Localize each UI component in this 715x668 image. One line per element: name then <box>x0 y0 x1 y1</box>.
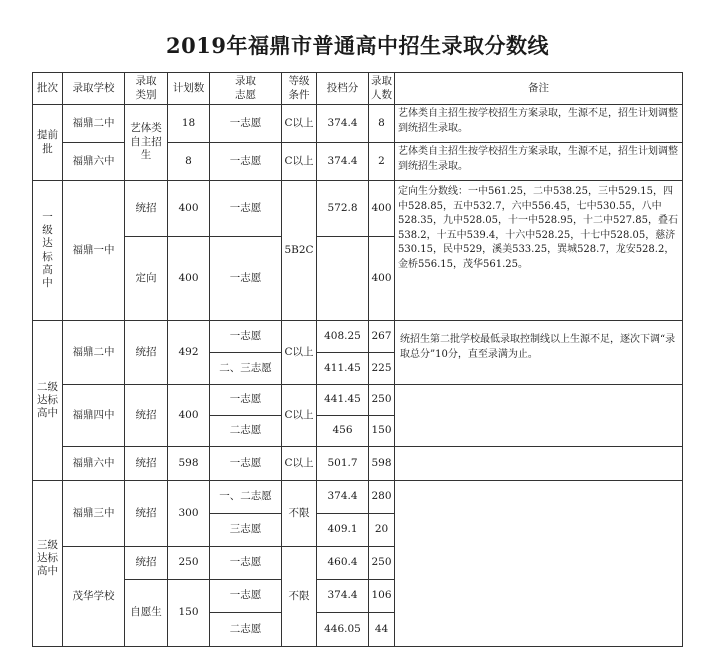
header-batch: 批次 <box>33 73 63 105</box>
header-score: 投档分 <box>317 73 369 105</box>
choice-cell: 三志愿 <box>210 514 282 547</box>
score-cell: 374.4 <box>317 481 369 514</box>
table-row <box>33 105 683 143</box>
score-cell: 456 <box>317 416 369 447</box>
plan-cell: 18 <box>168 105 210 143</box>
count-cell: 250 <box>369 385 395 416</box>
category-cell: 统招 <box>125 481 168 547</box>
school-cell: 福鼎六中 <box>63 447 125 481</box>
header-grade: 等级条件 <box>282 73 317 105</box>
note-cell: 艺体类自主招生按学校招生方案录取，生源不足，招生计划调整到统招生录取。 <box>395 143 683 181</box>
table-row <box>33 481 683 514</box>
score-cell: 409.1 <box>317 514 369 547</box>
count-cell: 8 <box>369 105 395 143</box>
note-cell: 艺体类自主招生按学校招生方案录取，生源不足，招生计划调整到统招生录取。 <box>395 105 683 143</box>
batch-cell: 一级达标高中 <box>33 181 63 321</box>
school-cell: 福鼎六中 <box>63 143 125 181</box>
score-cell: 446.05 <box>317 613 369 647</box>
plan-cell: 492 <box>168 321 210 385</box>
header-choice: 录取志愿 <box>210 73 282 105</box>
note-cell: 统招生第二批学校最低录取控制线以上生源不足，逐次下调“录取总分”10分，直至录满为止。 <box>395 321 683 385</box>
header-school: 录取学校 <box>63 73 125 105</box>
note-cell: 定向生分数线：一中561.25，二中538.25，三中529.15，四中528.85，五中532.7，六中556.45，七中530.55，八中528.35，九中528.05，十一中528.95，十二中527.85，叠石538.2，十五中539.4，十六中528.25，十七中528.05，慈济530.15，民中529，溪美533.25，巽城528.7，龙安528.2，金桥556.15，茂华561.25。 <box>395 181 683 321</box>
count-cell: 400 <box>369 181 395 237</box>
table-row <box>33 447 683 481</box>
category-cell: 定向 <box>125 237 168 321</box>
count-cell: 400 <box>369 237 395 321</box>
page-title: 2019年福鼎市普通高中招生录取分数线 <box>166 33 549 58</box>
grade-cell: C以上 <box>282 321 317 385</box>
plan-cell: 400 <box>168 237 210 321</box>
count-cell: 267 <box>369 321 395 353</box>
score-cell: 374.4 <box>317 105 369 143</box>
batch-cell: 二级达标高中 <box>33 321 63 481</box>
school-cell: 福鼎一中 <box>63 181 125 321</box>
category-cell: 统招 <box>125 447 168 481</box>
plan-cell: 8 <box>168 143 210 181</box>
score-cell: 408.25 <box>317 321 369 353</box>
plan-cell: 598 <box>168 447 210 481</box>
note-cell-empty <box>395 385 683 447</box>
school-cell: 福鼎二中 <box>63 321 125 385</box>
score-cell: 460.4 <box>317 547 369 580</box>
category-cell: 统招 <box>125 321 168 385</box>
note-cell-empty <box>395 481 683 647</box>
choice-cell: 一志愿 <box>210 321 282 353</box>
choice-cell: 一志愿 <box>210 385 282 416</box>
school-cell: 福鼎四中 <box>63 385 125 447</box>
grade-cell: 5B2C <box>282 181 317 321</box>
plan-cell: 150 <box>168 580 210 647</box>
count-cell: 20 <box>369 514 395 547</box>
header-row <box>33 73 683 105</box>
choice-cell: 一志愿 <box>210 547 282 580</box>
count-cell: 2 <box>369 143 395 181</box>
score-cell: 501.7 <box>317 447 369 481</box>
admission-score-table <box>32 72 683 647</box>
choice-cell: 一志愿 <box>210 143 282 181</box>
category-cell: 艺体类自主招生 <box>125 105 168 181</box>
grade-cell: C以上 <box>282 385 317 447</box>
count-cell: 106 <box>369 580 395 613</box>
score-cell <box>317 237 369 321</box>
category-cell: 自愿生 <box>125 580 168 647</box>
header-category: 录取类别 <box>125 73 168 105</box>
plan-cell: 250 <box>168 547 210 580</box>
choice-cell: 一志愿 <box>210 105 282 143</box>
grade-cell: C以上 <box>282 105 317 143</box>
table-row <box>33 321 683 353</box>
grade-cell: C以上 <box>282 143 317 181</box>
grade-cell: 不限 <box>282 481 317 547</box>
choice-cell: 二志愿 <box>210 416 282 447</box>
choice-cell: 一志愿 <box>210 447 282 481</box>
grade-cell: C以上 <box>282 447 317 481</box>
choice-cell: 一志愿 <box>210 181 282 237</box>
school-cell: 福鼎三中 <box>63 481 125 547</box>
score-cell: 572.8 <box>317 181 369 237</box>
batch-cell: 三级达标高中 <box>33 481 63 647</box>
note-cell-empty <box>395 447 683 481</box>
plan-cell: 400 <box>168 181 210 237</box>
plan-cell: 300 <box>168 481 210 547</box>
score-cell: 411.45 <box>317 353 369 385</box>
header-count: 录取人数 <box>369 73 395 105</box>
score-cell: 374.4 <box>317 580 369 613</box>
count-cell: 225 <box>369 353 395 385</box>
count-cell: 150 <box>369 416 395 447</box>
school-cell: 福鼎二中 <box>63 105 125 143</box>
school-cell: 茂华学校 <box>63 547 125 647</box>
choice-cell: 二、三志愿 <box>210 353 282 385</box>
choice-cell: 一志愿 <box>210 237 282 321</box>
count-cell: 280 <box>369 481 395 514</box>
header-note: 备注 <box>395 73 683 105</box>
choice-cell: 一志愿 <box>210 580 282 613</box>
score-cell: 441.45 <box>317 385 369 416</box>
plan-cell: 400 <box>168 385 210 447</box>
choice-cell: 二志愿 <box>210 613 282 647</box>
grade-cell: 不限 <box>282 547 317 647</box>
table-row <box>33 181 683 237</box>
category-cell: 统招 <box>125 547 168 580</box>
table-row <box>33 385 683 416</box>
header-plan: 计划数 <box>168 73 210 105</box>
choice-cell: 一、二志愿 <box>210 481 282 514</box>
count-cell: 598 <box>369 447 395 481</box>
category-cell: 统招 <box>125 385 168 447</box>
batch-cell: 提前批 <box>33 105 63 181</box>
category-cell: 统招 <box>125 181 168 237</box>
count-cell: 250 <box>369 547 395 580</box>
count-cell: 44 <box>369 613 395 647</box>
score-cell: 374.4 <box>317 143 369 181</box>
